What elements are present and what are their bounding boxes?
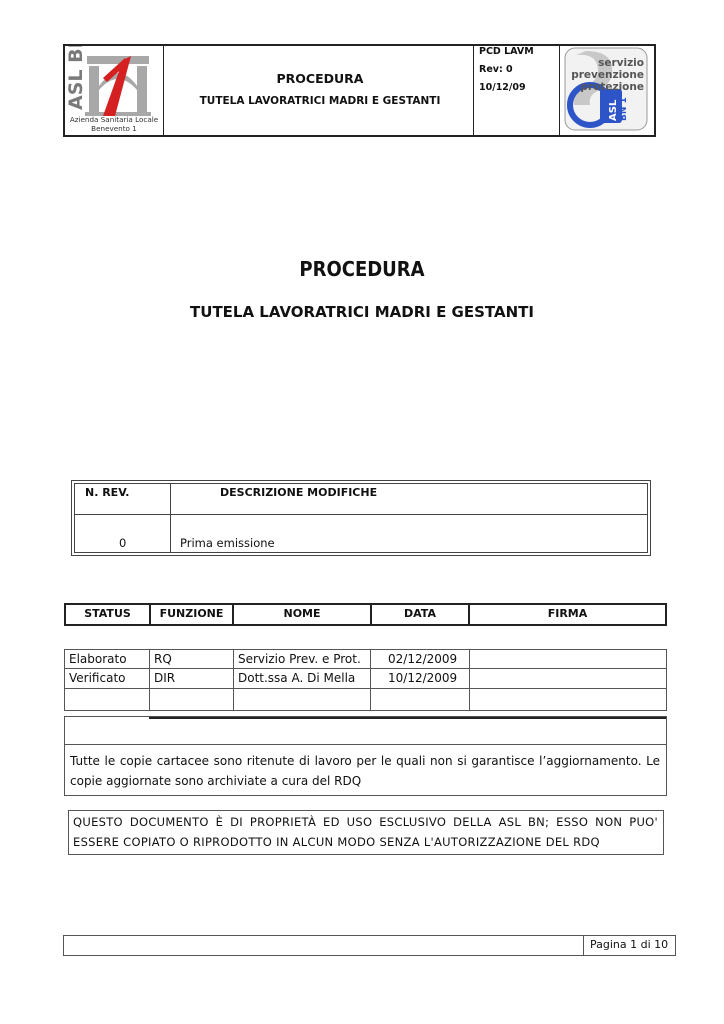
row-funzione: DIR [154,671,176,685]
table-rule [65,744,666,745]
header-divider [559,46,560,135]
header-date: 10/12/09 [479,82,526,93]
property-notice: QUESTO DOCUMENTO È DI PROPRIETÀ ED USO ESCLUSIVO DELLA ASL BN; ESSO NON PUO' ESSERE COPIATO O RIPRODOTTO IN ALCUN MODO SENZA L'AUTORIZZAZIONE DEL RDQ [73,815,658,849]
spp-badge [564,47,648,131]
badge-bn: BN 1 [619,97,629,121]
revision-col-desc: DESCRIZIONE MODIFICHE [220,486,378,499]
col-status: STATUS [84,607,131,620]
page-subtitle: TUTELA LAVORATRICI MADRI E GESTANTI [190,303,534,321]
row-nome: Dott.ssa A. Di Mella [238,671,356,685]
approval-table [64,649,667,711]
asl-logo-text: ASL BN [65,46,87,110]
asl-logo [65,46,163,135]
table-rule [65,668,666,669]
header-divider [473,46,474,135]
table-rule [233,650,234,710]
revision-description: Prima emissione [180,536,275,550]
header-code: PCD LAVM [479,46,534,57]
col-nome: NOME [283,607,321,620]
table-rule [370,650,371,710]
row-nome: Servizio Prev. e Prot. [238,652,361,666]
header-rev: Rev: 0 [479,64,513,75]
badge-asl: ASL [608,99,619,121]
table-rule [170,484,171,552]
page-number: Pagina 1 di 10 [590,938,669,951]
table-rule [469,650,470,710]
status-header-row [64,603,667,626]
row-status: Verificato [69,671,126,685]
table-rule [149,650,150,710]
page-title: PROCEDURA [299,257,425,281]
row-data: 10/12/2009 [388,671,458,685]
table-rule [75,514,647,515]
revision-table [71,480,651,556]
badge-prevenzione: prevenzione [571,69,644,81]
col-firma: FIRMA [547,607,588,620]
asl-logo-caption: Benevento 1 [91,124,137,133]
copies-note: Tutte le copie cartacee sono ritenute di lavoro per le quali non si garantisce l’aggiornamento. Le copie aggiornate sono archiviate a cura del RDQ [70,754,660,788]
page-footer [63,935,676,956]
row-data: 02/12/2009 [388,652,458,666]
header-divider [163,46,164,135]
header-subtitle: TUTELA LAVORATRICI MADRI E GESTANTI [199,95,441,107]
footer-divider [583,936,584,955]
col-data: DATA [404,607,436,620]
table-rule [65,688,666,689]
revision-number: 0 [119,536,127,550]
header-title: PROCEDURA [276,71,364,86]
col-funzione: FUNZIONE [159,607,224,620]
badge-servizio: servizio [598,57,644,69]
badge-protezione: protezione [580,81,644,93]
table-rule [149,717,666,719]
copies-note-box [64,716,667,796]
row-status: Elaborato [69,652,127,666]
row-funzione: RQ [154,652,172,666]
property-notice-box [68,810,664,855]
revision-col-rev: N. REV. [85,486,130,499]
asl-logo-caption: Azienda Sanitaria Locale [69,115,159,124]
